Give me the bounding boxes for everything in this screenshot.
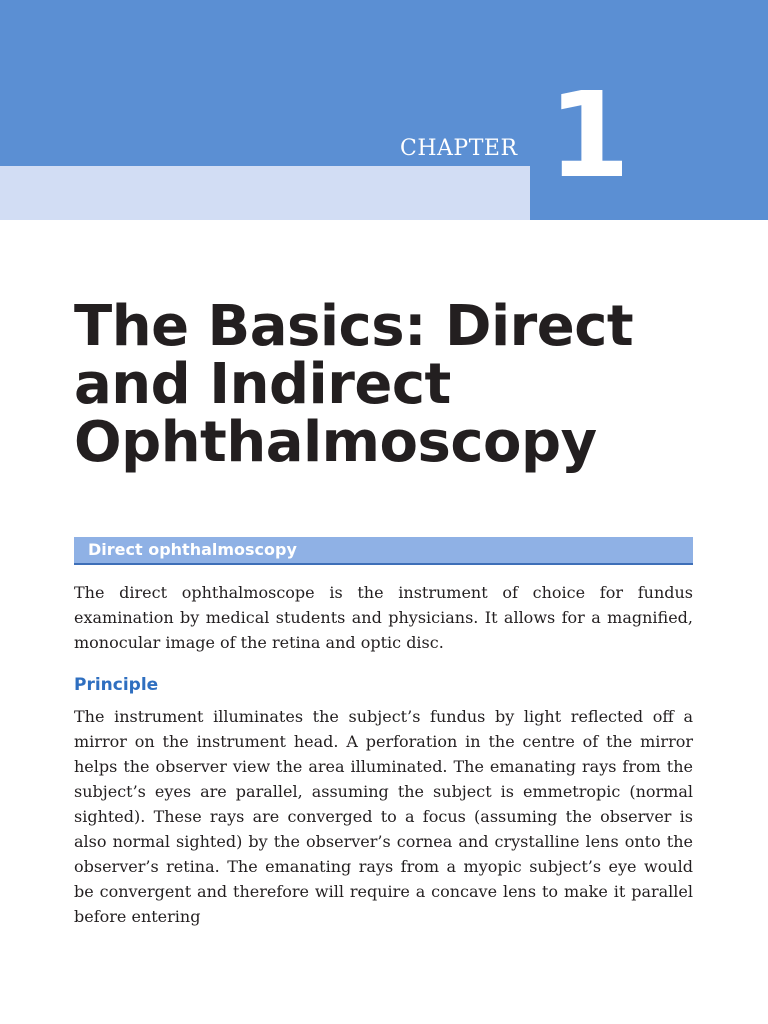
chapter-number: 1 <box>548 66 631 204</box>
chapter-title: The Basics: Direct and Indirect Ophthalmoscopy <box>74 294 634 475</box>
subheading-principle: Principle <box>74 675 159 695</box>
section-heading-bar <box>74 537 693 565</box>
intro-paragraph: The direct ophthalmoscope is the instrument of choice for fundus examination by medical students and physicians. It allows for a magnified, monocular image of the retina and optic disc. <box>74 583 693 652</box>
section-heading: Direct ophthalmoscopy <box>88 540 297 559</box>
chapter-label: CHAPTER <box>400 136 518 161</box>
principle-paragraph: The instrument illuminates the subject’s fundus by light reflected off a mirror on the instrument head. A perforation in the centre of the mirror helps the observer view the area illuminated. The emanating rays from the subject’s eyes are parallel, assuming the subject is emmetropic (normal sighted). These rays are converged to a focus (assuming the observer is also normal sighted) by the observer’s cornea and crystalline lens onto the observer’s retina. The emanating rays from a myopic subject’s eye would be convergent and therefore will require a concave lens to make it parallel before entering <box>74 707 693 926</box>
chapter-header-light-strip <box>0 166 530 220</box>
